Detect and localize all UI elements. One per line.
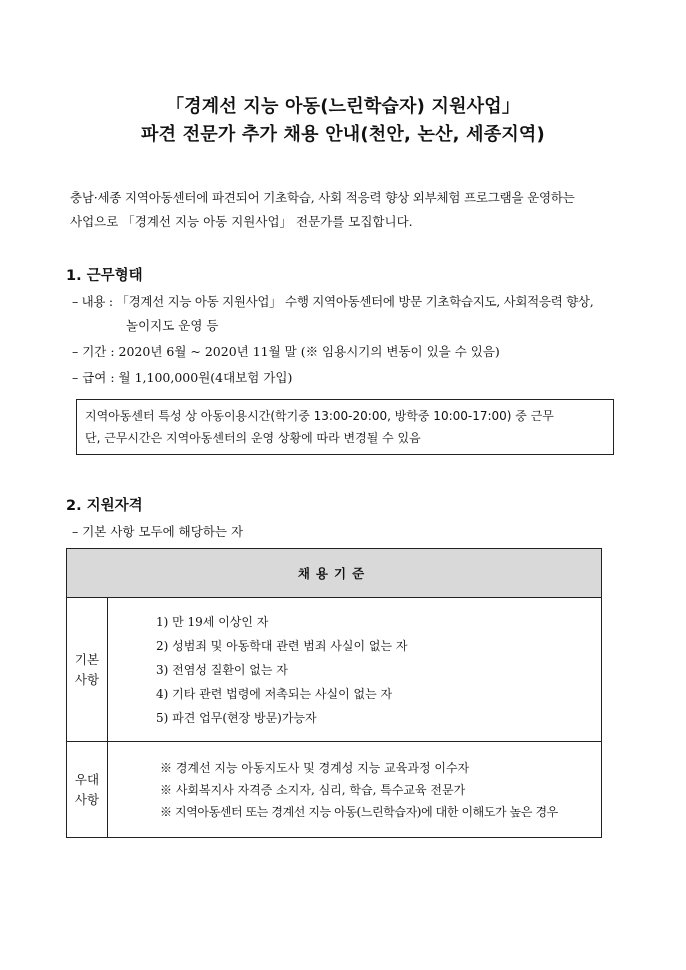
document-title-line1: 「경계선 지능 아동(느린학습자) 지원사업」 — [165, 96, 521, 117]
basic-requirements-list — [108, 598, 602, 742]
preferred-qualifications-label — [67, 742, 108, 838]
notice-line2: 단, 근무시간은 지역아동센터의 운영 상황에 따라 변경될 수 있음 — [85, 431, 421, 445]
basic-requirements-label — [67, 598, 108, 742]
basic-item: 2) 성범죄 및 아동학대 관련 범죄 사실이 없는 자 — [156, 638, 408, 653]
basic-item: 4) 기타 관련 법령에 저촉되는 사실이 없는 자 — [156, 686, 393, 701]
section1-heading: 1. 근무형태 — [66, 268, 143, 284]
basic-label-text: 기본 사항 — [74, 651, 100, 687]
work-content-line2: 놀이지도 운영 등 — [126, 318, 219, 333]
work-hours-notice-box — [76, 399, 614, 455]
intro-paragraph — [70, 186, 630, 234]
intro-line1: 충남·세종 지역아동센터에 파견되어 기초학습, 사회 적응력 향상 외부체험 프로그램을 운영하는 — [70, 190, 575, 205]
preferred-qualifications-list — [108, 742, 602, 838]
pref-item: ※ 사회복지사 자격증 소지자, 심리, 학습, 특수교육 전문가 — [160, 782, 466, 797]
hiring-criteria-table — [66, 548, 602, 838]
work-content-line1: – 내용 : 「경계선 지능 아동 지원사업」 수행 지역아동센터에 방문 기초학습지도, 사회적응력 향상, — [72, 294, 594, 309]
work-salary: – 급여 : 월 1,100,000원(4대보험 가입) — [72, 370, 293, 385]
pref-label-text: 우대 사항 — [74, 771, 100, 807]
section2-heading: 2. 지원자격 — [66, 498, 143, 514]
pref-item: ※ 지역아동센터 또는 경계선 지능 아동(느린학습자)에 대한 이해도가 높은 경우 — [160, 804, 558, 819]
notice-line1: 지역아동센터 특성 상 아동이용시간(학기중 13:00-20:00, 방학중 10:00-17:00) 중 근무 — [85, 409, 554, 423]
basic-item: 1) 만 19세 이상인 자 — [156, 614, 269, 629]
eligibility-subtext: – 기본 사항 모두에 해당하는 자 — [72, 524, 244, 539]
intro-line2: 사업으로 「경계선 지능 아동 지원사업」 전문가를 모집합니다. — [70, 214, 413, 229]
pref-item: ※ 경계선 지능 아동지도사 및 경계성 지능 교육과정 이수자 — [160, 760, 470, 775]
table-header: 채용기준 — [67, 549, 602, 598]
work-period: – 기간 : 2020년 6월 ~ 2020년 11월 말 (※ 임용시기의 변동이 있을 수 있음) — [72, 344, 500, 359]
basic-item: 3) 전염성 질환이 없는 자 — [156, 662, 288, 677]
basic-item: 5) 파견 업무(현장 방문)가능자 — [156, 710, 317, 725]
document-title-line2: 파견 전문가 추가 채용 안내(천안, 논산, 세종지역) — [141, 124, 545, 145]
